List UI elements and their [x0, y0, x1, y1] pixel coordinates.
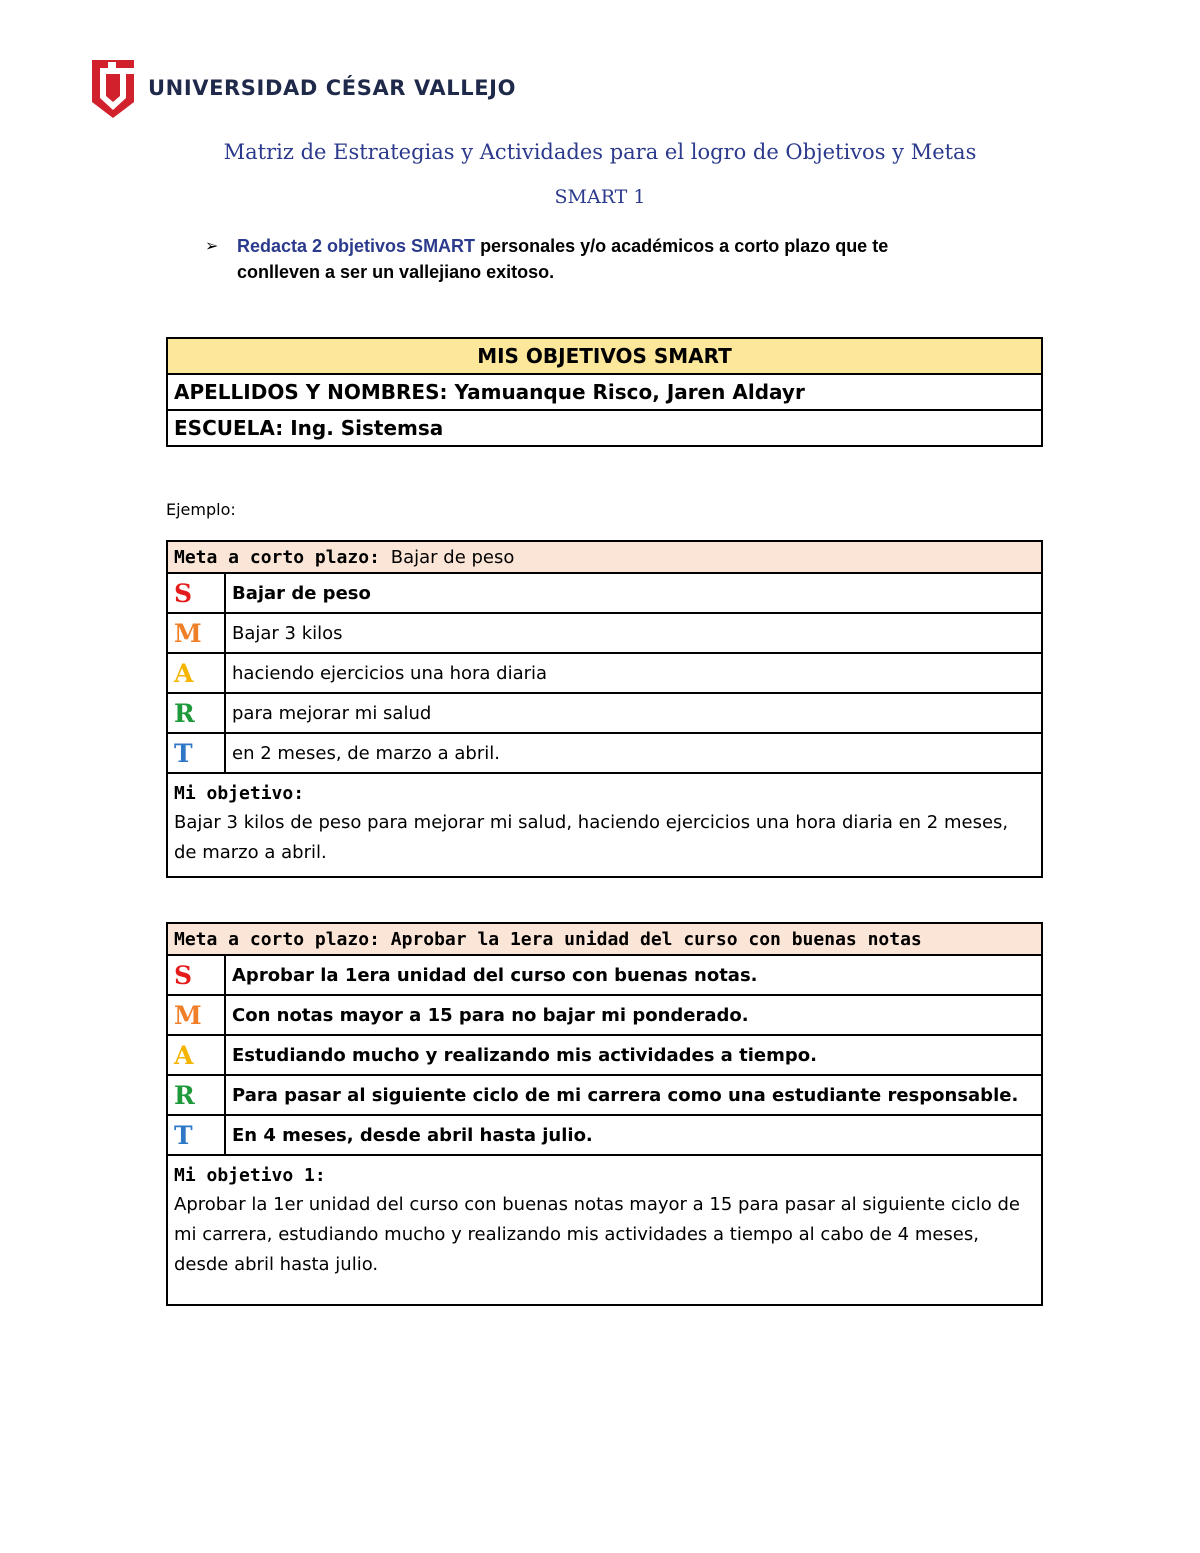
letter-a: A	[167, 1035, 225, 1075]
info-table	[166, 337, 1043, 447]
goal1-row-r: Para pasar al siguiente ciclo de mi carrera como una estudiante responsable.	[225, 1075, 1042, 1115]
example-row-a: haciendo ejercicios una hora diaria	[225, 653, 1042, 693]
letter-s: S	[167, 955, 225, 995]
example-row-t: en 2 meses, de marzo a abril.	[225, 733, 1042, 773]
goal1-header-label: Meta a corto plazo:	[174, 928, 380, 950]
info-table-header: MIS OBJETIVOS SMART	[167, 338, 1042, 374]
instruction-line2: conlleven a ser un vallejiano exitoso.	[237, 262, 555, 282]
goal1-row-m: Con notas mayor a 15 para no bajar mi ponderado.	[225, 995, 1042, 1035]
goal1-objective	[167, 1155, 1042, 1305]
example-header-label: Meta a corto plazo:	[174, 546, 380, 568]
logo-text: UNIVERSIDAD CÉSAR VALLEJO	[148, 76, 517, 100]
goal1-row-s: Aprobar la 1era unidad del curso con buenas notas.	[225, 955, 1042, 995]
example-objective-label: Mi objetivo:	[174, 783, 305, 804]
goal1-smart-table	[166, 922, 1043, 1306]
letter-t: T	[167, 1115, 225, 1155]
letter-r: R	[167, 1075, 225, 1115]
ucv-shield-icon	[90, 58, 136, 118]
letter-m: M	[167, 613, 225, 653]
document-subtitle: SMART 1	[554, 186, 646, 208]
school-name: ESCUELA: Ing. Sistemsa	[167, 410, 1042, 446]
instruction-highlight: Redacta 2 objetivos SMART	[237, 236, 476, 256]
example-row-r: para mejorar mi salud	[225, 693, 1042, 733]
example-header	[167, 541, 1042, 573]
letter-m: M	[167, 995, 225, 1035]
letter-s: S	[167, 573, 225, 613]
goal1-header-value: Aprobar la 1era unidad del curso con buenas notas	[390, 928, 922, 950]
letter-a: A	[167, 653, 225, 693]
student-name: APELLIDOS Y NOMBRES: Yamuanque Risco, Jaren Aldayr	[167, 374, 1042, 410]
example-row-s: Bajar de peso	[225, 573, 1042, 613]
letter-r: R	[167, 693, 225, 733]
document-title: Matriz de Estrategias y Actividades para el logro de Objetivos y Metas	[223, 140, 977, 164]
instruction-text	[237, 233, 888, 285]
example-objective-text: Bajar 3 kilos de peso para mejorar mi salud, haciendo ejercicios una hora diaria en 2 meses, de marzo a abril.	[174, 812, 1009, 863]
instruction-rest: personales y/o académicos a corto plazo que te	[475, 236, 889, 256]
example-header-value: Bajar de peso	[390, 546, 515, 568]
goal1-header	[167, 923, 1042, 955]
goal1-objective-text: Aprobar la 1er unidad del curso con buenas notas mayor a 15 para pasar al siguiente ciclo de mi carrera, estudiando mucho y realizando mis actividades a tiempo al cabo de 4 meses, desde abril hasta julio.	[174, 1194, 1020, 1275]
example-objective	[167, 773, 1042, 877]
goal1-objective-label: Mi objetivo 1:	[174, 1165, 326, 1186]
goal1-row-a: Estudiando mucho y realizando mis actividades a tiempo.	[225, 1035, 1042, 1075]
letter-t: T	[167, 733, 225, 773]
instruction	[205, 233, 985, 285]
goal1-row-t: En 4 meses, desde abril hasta julio.	[225, 1115, 1042, 1155]
university-logo	[90, 58, 516, 118]
arrow-bullet-icon: ➢	[205, 236, 219, 255]
example-row-m: Bajar 3 kilos	[225, 613, 1042, 653]
example-smart-table	[166, 540, 1043, 878]
example-label: Ejemplo:	[166, 500, 236, 519]
